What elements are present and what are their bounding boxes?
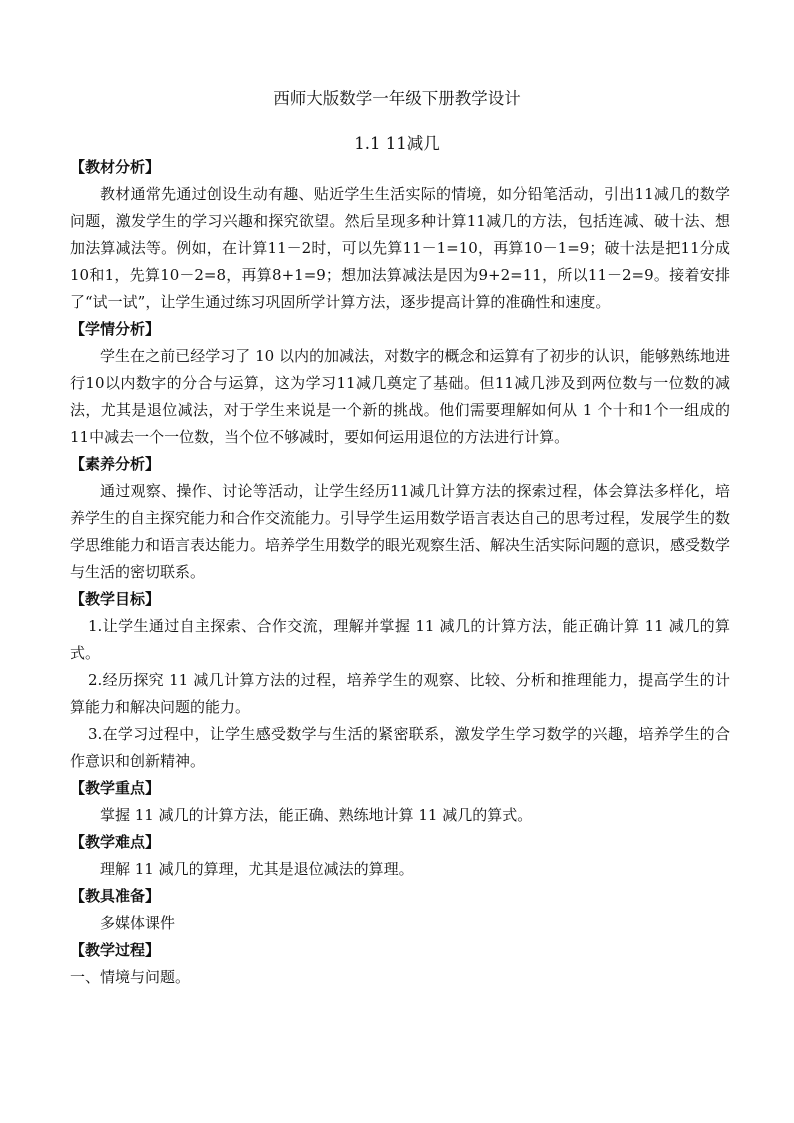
- document-body: [70, 154, 730, 991]
- goal-item: 3.在学习过程中，让学生感受数学与生活的紧密联系，激发学生学习数学的兴趣，培养学生的合作意识和创新精神。: [70, 725, 730, 770]
- section-text: 通过观察、操作、讨论等活动，让学生经历11减几计算方法的探索过程，体会算法多样化，培养学生的自主探究能力和合作交流能力。引导学生运用数学语言表达自己的思考过程，发展学生的数学思维能力和语言表达能力。培养学生用数学的眼光观察生活、解决生活实际问题的意识，感受数学与生活的密切联系。: [70, 482, 731, 581]
- section-heading: 【教材分析】: [70, 158, 161, 176]
- section-materials: [70, 883, 730, 937]
- section-heading: 【学情分析】: [70, 320, 161, 338]
- section-heading: 【教学重点】: [70, 779, 161, 797]
- document-title: 西师大版数学一年级下册教学设计: [273, 89, 521, 108]
- section-key-points: [70, 775, 730, 829]
- goal-item: 2.经历探究 11 减几计算方法的过程，培养学生的观察、比较、分析和推理能力，提高学生的计算能力和解决问题的能力。: [70, 671, 730, 716]
- section-heading: 【素养分析】: [70, 455, 161, 473]
- section-heading: 【教学难点】: [70, 833, 161, 851]
- section-heading: 【教学目标】: [70, 590, 161, 608]
- section-teaching-goals: [70, 586, 730, 775]
- section-text: 掌握 11 减几的计算方法，能正确、熟练地计算 11 减几的算式。: [100, 806, 533, 824]
- lesson-title: 1.1 11减几: [354, 134, 440, 153]
- section-learner-analysis: [70, 316, 730, 451]
- section-literacy-analysis: [70, 451, 730, 586]
- section-text: 学生在之前已经学习了 10 以内的加减法，对数字的概念和运算有了初步的认识，能够熟练地进行10以内数字的分合与运算，这为学习11减几奠定了基础。但11减几涉及到两位数与一位数的减法，尤其是退位减法，对于学生来说是一个新的挑战。他们需要理解如何从 1 个十和1个一组成的11中减去一个一位数，当个位不够减时，要如何运用退位的方法进行计算。: [70, 347, 730, 446]
- section-difficulties: [70, 829, 730, 883]
- section-text: 一、情境与问题。: [70, 968, 191, 986]
- section-text: 多媒体课件: [100, 914, 176, 932]
- section-teaching-process: [70, 937, 730, 991]
- section-text: 理解 11 减几的算理，尤其是退位减法的算理。: [100, 860, 414, 878]
- section-textbook-analysis: [70, 154, 730, 316]
- section-heading: 【教学过程】: [70, 941, 161, 959]
- section-text: 教材通常先通过创设生动有趣、贴近学生生活实际的情境，如分铅笔活动，引出11减几的数学问题，激发学生的学习兴趣和探究欲望。然后呈现多种计算11减几的方法，包括连减、破十法、想加法算减法等。例如，在计算11－2时，可以先算11－1=10，再算10－1=9；破十法是把11分成10和1，先算10－2=8，再算8+1=9；想加法算减法是因为9+2=11，所以11－2=9。接着安排了“试一试”，让学生通过练习巩固所学计算方法，逐步提高计算的准确性和速度。: [70, 185, 730, 311]
- section-heading: 【教具准备】: [70, 887, 161, 905]
- goal-item: 1.让学生通过自主探索、合作交流，理解并掌握 11 减几的计算方法，能正确计算 11 减几的算式。: [70, 617, 730, 662]
